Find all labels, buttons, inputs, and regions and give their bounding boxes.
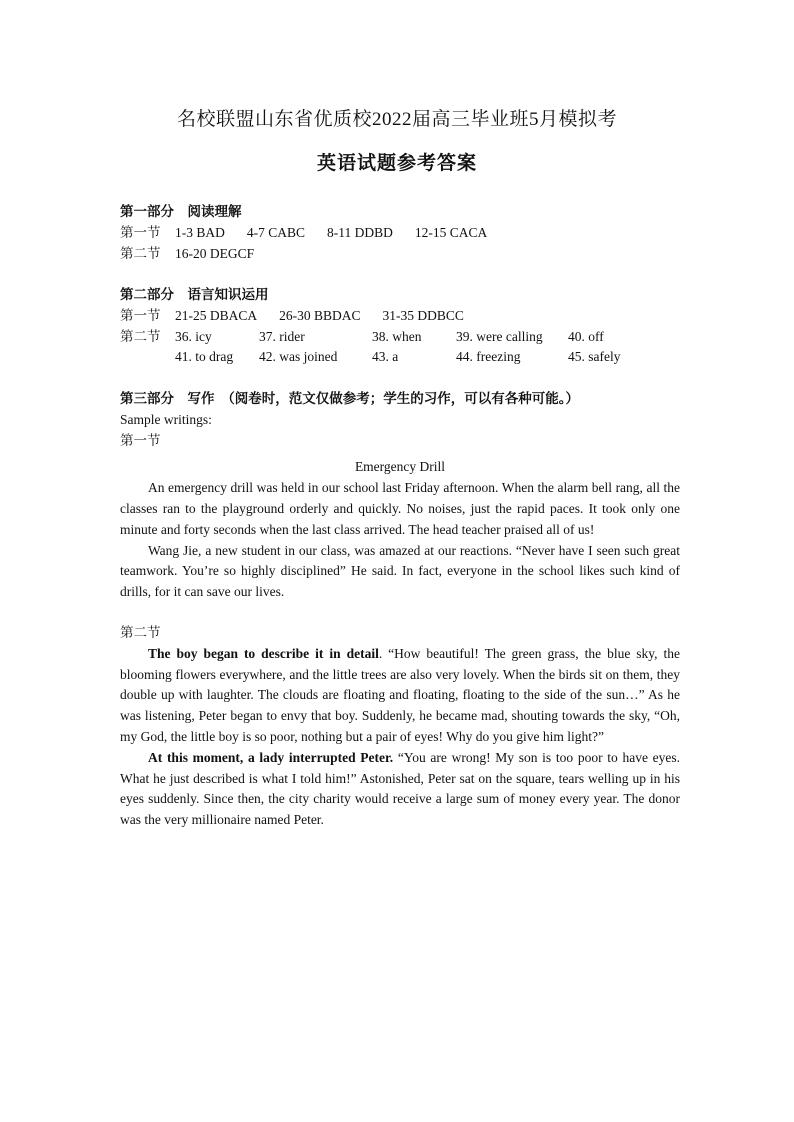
answer-group: 8-11 DDBD xyxy=(327,224,393,240)
answer-item: 40. off xyxy=(568,328,604,344)
section-label: 第一节 xyxy=(120,432,161,448)
answer-group: 16-20 DEGCF xyxy=(175,245,255,261)
essay1-paragraph2: Wang Jie, a new student in our class, was amazed at our reactions. “Never have I seen such great teamwork. You’re so highly disciplined” He said. In fact, everyone in the school likes such kind of drills, for it can save our lives. xyxy=(120,542,680,600)
section-label: 第一节 xyxy=(120,224,161,240)
part1-heading: 第一部分 阅读理解 xyxy=(120,204,242,219)
section-label: 第二节 xyxy=(120,624,161,640)
section-label: 第二节 xyxy=(120,245,161,261)
answer-item: 36. icy xyxy=(175,328,212,344)
answer-item: 44. freezing xyxy=(456,349,521,365)
section-label: 第一节 xyxy=(120,307,161,323)
answer-item: 42. was joined xyxy=(259,349,338,365)
sample-label: Sample writings: xyxy=(120,411,212,427)
section-label: 第二节 xyxy=(120,328,161,344)
answer-item: 43. a xyxy=(372,349,399,365)
answer-group: 1-3 BAD xyxy=(175,224,225,240)
page-title: 名校联盟山东省优质校2022届高三毕业班5月模拟考 xyxy=(176,109,617,130)
essay2-p2-lead: At this moment, a lady interrupted Peter. xyxy=(148,749,394,765)
part3-heading: 第三部分 写作 （阅卷时，范文仅做参考；学生的习作，可以有各种可能。） xyxy=(120,391,579,406)
part2-language xyxy=(120,285,680,368)
part1-sec2-row xyxy=(120,244,680,265)
part1-reading xyxy=(120,202,680,264)
part1-sec1-row xyxy=(120,223,680,244)
answer-item: 38. when xyxy=(372,328,422,344)
part2-heading: 第二部分 语言知识运用 xyxy=(120,287,269,302)
answer-group: 21-25 DBACA xyxy=(175,307,258,323)
part3-writing xyxy=(120,389,680,831)
essay2-p2-text: “You are wrong! My son is too poor to have eyes. What he just described is what I told him!” Astonished, Peter sat on the square, tears welling up in his eyes suddenly. Since then, the city charity would receive a large sum of money every year. The donor was the very millionaire named Peter. xyxy=(120,749,680,828)
part2-sec2-row2 xyxy=(120,347,680,368)
answer-item: 39. were calling xyxy=(456,328,543,344)
essay2-p1-text: . “How beautiful! The green grass, the blue sky, the blooming flowers everywhere, and the little trees are also very lovely. When the birds sit on them, they double up with laughter. The clouds are floating and floating, floating to the side of the sun…” As he was listening, Peter began to envy that boy. Suddenly, he became mad, shouting towards the sky, “Oh, my God, the little boy is so poor, nothing but a pair of eyes! Why do you give him light?” xyxy=(120,645,680,744)
essay1-paragraph1: An emergency drill was held in our school last Friday afternoon. When the alarm bell rang, all the classes ran to the playground orderly and quickly. No noises, just the rapid paces. It took only one minute and forty seconds when the last class arrived. The head teacher praised all of us! xyxy=(120,480,680,537)
answer-group: 4-7 CABC xyxy=(246,224,306,240)
essay1-title: Emergency Drill xyxy=(354,459,446,475)
essay2-paragraph1 xyxy=(120,644,680,748)
answer-item: 41. to drag xyxy=(175,349,234,365)
page-subtitle: 英语试题参考答案 xyxy=(316,153,477,174)
answer-group: 12-15 CACA xyxy=(414,224,488,240)
part2-sec1-row xyxy=(120,306,680,327)
answer-item: 37. rider xyxy=(259,328,305,344)
essay2-p1-lead: The boy began to describe it in detail xyxy=(148,645,379,661)
answer-group: 31-35 DDBCC xyxy=(382,307,464,323)
answer-item: 45. safely xyxy=(568,349,621,365)
answer-group: 26-30 BBDAC xyxy=(279,307,361,323)
part2-sec2-row1 xyxy=(120,327,680,348)
essay2-paragraph2 xyxy=(120,748,680,831)
